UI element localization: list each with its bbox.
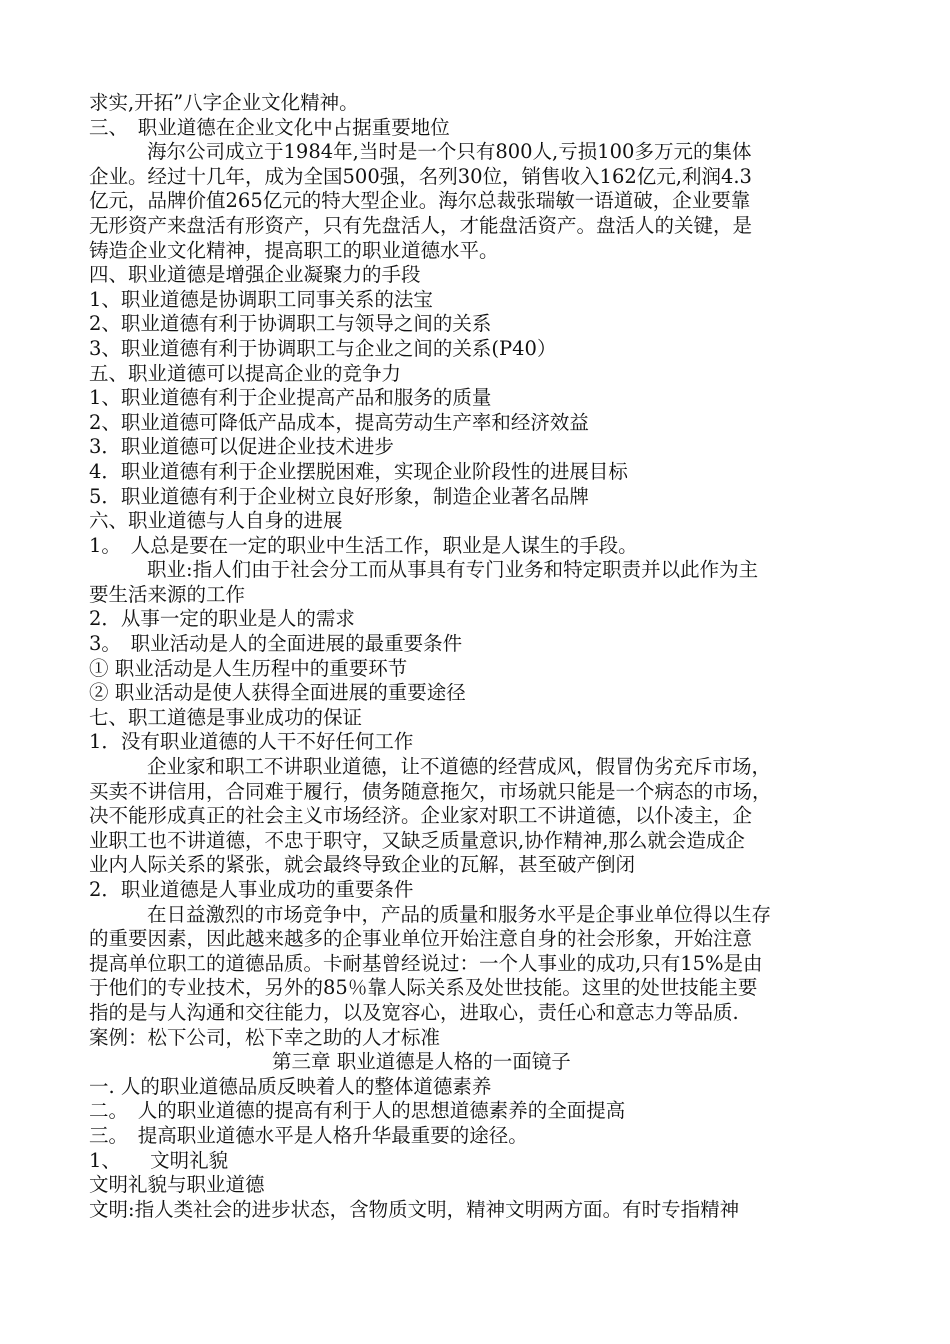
text-line: 在日益激烈的市场竞争中，产品的质量和服务水平是企事业单位得以生存 [147,902,772,926]
text-line: 无形资产来盘活有形资产，只有先盘活人，才能盘活资产。盘活人的关键，是 [89,213,753,237]
text-line: 第三章 职业道德是人格的一面镜子 [272,1050,571,1074]
text-line: 1．没有职业道德的人干不好任何工作 [89,730,414,754]
text-line: 于他们的专业技术，另外的85％靠人际关系及处世技能。这里的处世技能主要 [89,976,758,1000]
text-line: 买卖不讲信用，合同难于履行，债务随意拖欠，市场就只能是一个病态的市场， [89,779,772,803]
text-line: 四、职业道德是增强企业凝聚力的手段 [89,263,421,287]
text-line: 的重要因素，因此越来越多的企事业单位开始注意自身的社会形象，开始注意 [89,927,753,951]
text-line: 3。 职业活动是人的全面进展的最重要条件 [89,632,463,656]
text-line: 企业家和职工不讲职业道德，让不道德的经营成风，假冒伪劣充斥市场， [147,755,772,779]
text-line: 企业。经过十几年，成为全国500强，名列30位，销售收入162亿元,利润4.3 [89,164,752,188]
text-line: 2、职业道德可降低产品成本，提高劳动生产率和经济效益 [89,410,589,434]
text-line: 业职工也不讲道德，不忠于职守，又缺乏质量意识,协作精神,那么就会造成企 [89,828,745,852]
text-line: 2．职业道德是人事业成功的重要条件 [89,878,414,901]
text-line: 三。 提高职业道德水平是人格升华最重要的途径。 [89,1123,528,1147]
text-line: 五、职业道德可以提高企业的竞争力 [89,361,402,385]
text-line: 海尔公司成立于1984年,当时是一个只有800人,亏损100多万元的集体 [147,140,752,164]
text-line: 文明礼貌与职业道德 [89,1173,265,1197]
text-line: 提高单位职工的道德品质。卡耐基曾经说过：一个人事业的成功,只有15%是由 [89,951,763,975]
text-line: ① 职业活动是人生历程中的重要环节 [89,656,408,680]
text-line: 1。 人总是要在一定的职业中生活工作，职业是人谋生的手段。 [89,533,638,557]
text-line: 4．职业道德有利于企业摆脱困难，实现企业阶段性的进展目标 [89,459,628,483]
text-line: 决不能形成真正的社会主义市场经济。企业家对职工不讲道德，以仆凌主，企 [89,804,753,828]
text-line: 文明:指人类社会的进步状态，含物质文明，精神文明两方面。有时专指精神 [89,1197,740,1221]
text-line: 2．从事一定的职业是人的需求 [89,607,355,631]
text-line: 5．职业道德有利于企业树立良好形象，制造企业著名品牌 [89,484,589,508]
text-line: ② 职业活动是使人获得全面进展的重要途径 [89,681,466,705]
text-line: 3、职业道德有利于协调职工与企业之间的关系(P40） [89,336,557,360]
text-line: 3．职业道德可以促进企业技术进步 [89,435,394,459]
text-line: 六、职业道德与人自身的进展 [89,509,343,533]
text-line: 一. 人的职业道德品质反映着人的整体道德素养 [89,1074,492,1098]
text-line: 要生活来源的工作 [89,582,246,606]
text-line: 指的是与人沟通和交往能力，以及宽容心，进取心，责任心和意志力等品质. [89,1000,739,1024]
text-line: 1、 文明礼貌 [89,1148,229,1172]
text-line: 案例：松下公司，松下幸之助的人才标准 [89,1025,441,1049]
text-line: 亿元，品牌价值265亿元的特大型企业。海尔总裁张瑞敏一语道破，企业要靠 [89,189,751,213]
text-line: 业内人际关系的紧张，就会最终导致企业的瓦解，甚至破产倒闭 [89,853,636,877]
text-line: 1、职业道德有利于企业提高产品和服务的质量 [89,386,492,410]
text-line: 求实,开拓”八字企业文化精神。 [89,91,359,114]
text-line: 1、职业道德是协调职工同事关系的法宝 [89,287,433,311]
text-line: 铸造企业文化精神，提高职工的职业道德水平。 [89,238,499,262]
document-body [89,91,864,1222]
text-line: 二。 人的职业道德的提高有利于人的思想道德素养的全面提高 [89,1099,626,1123]
text-line: 三、 职业道德在企业文化中占据重要地位 [89,115,450,139]
text-line: 2、职业道德有利于协调职工与领导之间的关系 [89,312,492,336]
text-line: 职业:指人们由于社会分工而从事具有专门业务和特定职责并以此作为主 [147,558,759,582]
text-line: 七、职工道德是事业成功的保证 [89,705,363,729]
